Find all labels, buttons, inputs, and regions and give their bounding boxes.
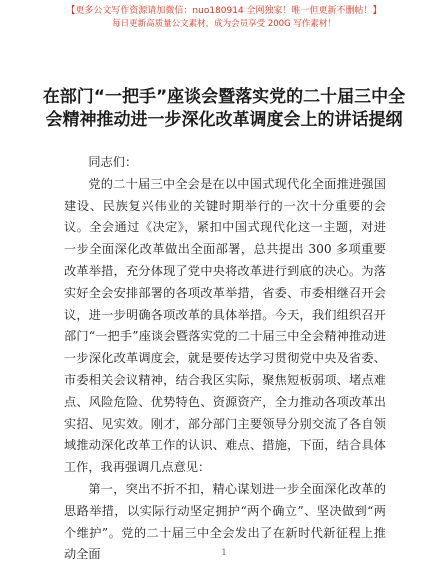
promo-banner — [0, 4, 448, 31]
page-number: 1 — [221, 548, 227, 557]
document-body — [64, 152, 386, 566]
promo-banner-line2: 每日更新高质量公文素材，成为会员享受 200G 写作素材！ — [112, 19, 336, 29]
greeting: 同志们： — [88, 155, 138, 169]
paragraph-1: 党的二十届三中全会是在以中国式现代化全面推进强国建设、民族复兴伟业的关键时期举行的一次十分重要的会议。全会通过《决定》，紧扣中国式现代化这一主题，对进一步全面深化改革做出全面部署，总共提出 300 多项重要改革举措，充分体现了党中央将改革进行到底的决心。为落实好全会安排部署的各项改革举措，省委、市委相继召开会议，进一步明确各项改革的具体举措。今天，我们组织召开部门“一把手”座谈会暨落实党的二十届三中全会精神推动进一步深化改革调度会，就是要传达学习贯彻党中央及省委、市委相关会议精神，结合我区实际，聚焦短板弱项、堵点难点、风险危险、优势特色、资源资产，全力推动各项改革出实招、见实效。刚才，部分部门主要领导分别交流了各自领域推动深化改革工作的认识、难点、措施，下面，结合具体工作，我再强调几点意见： — [64, 176, 386, 475]
paragraph-2: 第一，突出不折不扣，精心谋划进一步全面深化改革的思路举措，以实际行动坚定拥护“两个确立”、坚决做到“两个维护”。党的二十届三中全会发出了在新时代新征程上推动全面 — [64, 481, 386, 562]
document-title: 在部门“一把手”座谈会暨落实党的二十届三中全会精神推动进一步深化改革调度会上的讲话提纲 — [42, 87, 406, 130]
promo-banner-line1: 【更多公文写作资源请加微信：nuo180914 全网独家！唯一但更新不删帖！】 — [66, 6, 382, 16]
